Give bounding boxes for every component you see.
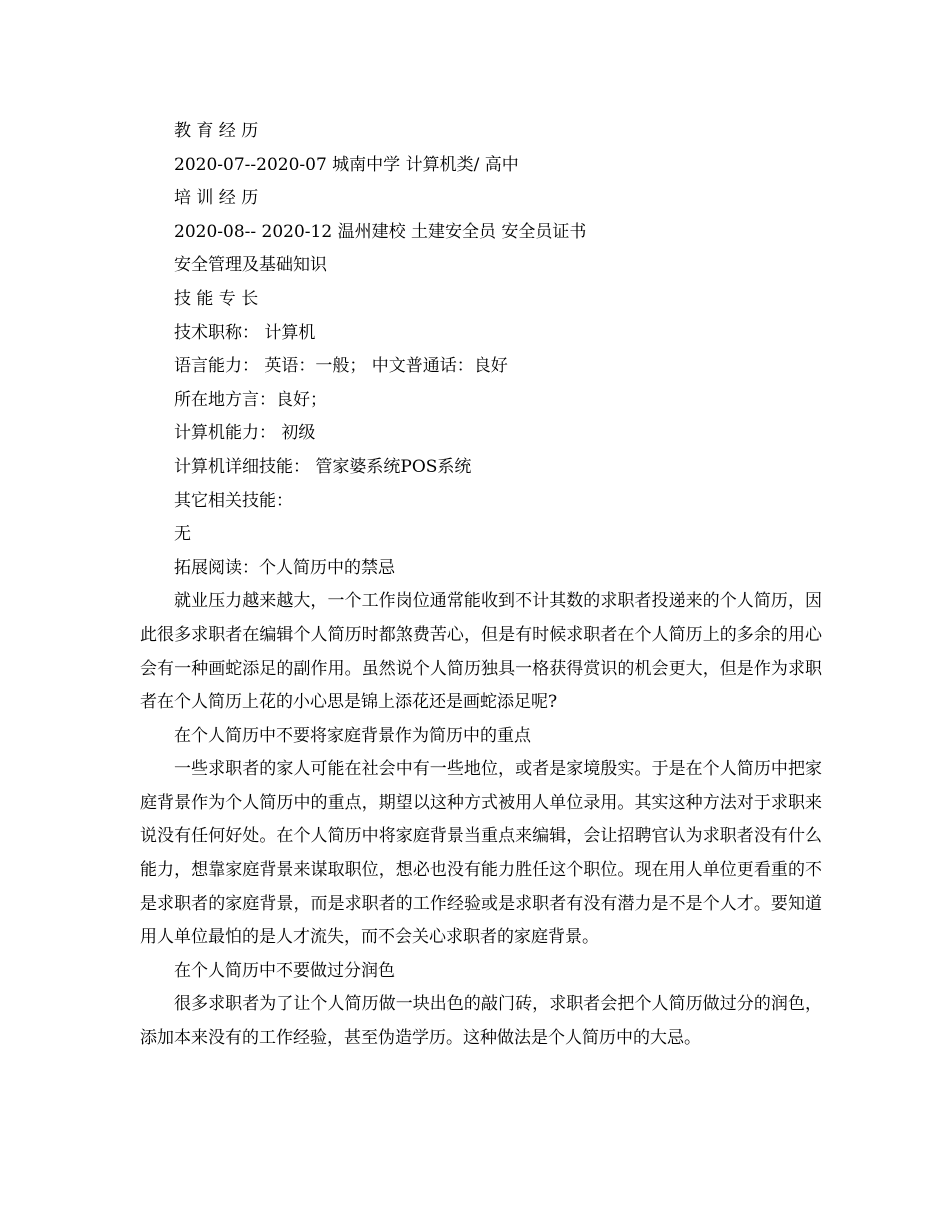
body-paragraph: 就业压力越来越大，一个工作岗位通常能收到不计其数的求职者投递来的个人简历，因此很多求职者在编辑个人简历时都煞费苦心，但是有时候求职者在个人简历上的多余的用心会有一种画蛇添足的副作用。虽然说个人简历独具一格获得赏识的机会更大，但是作为求职者在个人简历上花的小心思是锦上添花还是画蛇添足呢? <box>140 591 822 713</box>
extended-reading-title: 拓展阅读：个人简历中的禁忌 <box>174 557 395 578</box>
education-entry: 2020-07--2020-07 城南中学 计算机类/ 高中 <box>174 154 519 175</box>
section-heading-education: 教 育 经 历 <box>174 121 259 141</box>
body-paragraph: 很多求职者为了让个人简历做一块出色的敲门砖，求职者会把个人简历做过分的润色，添加本来没有的工作经验，甚至伪造学历。这种做法是个人简历中的大忌。 <box>140 994 822 1049</box>
other-skills-value: 无 <box>174 524 191 545</box>
computer-skills-detail: 计算机详细技能： 管家婆系统POS系统 <box>174 456 472 477</box>
language-ability: 语言能力： 英语：一般； 中文普通话：良好 <box>174 356 508 377</box>
technical-title: 技术职称： 计算机 <box>174 322 316 343</box>
section-heading-skills: 技 能 专 长 <box>174 288 259 309</box>
local-dialect: 所在地方言：良好； <box>174 389 327 410</box>
training-entry: 2020-08-- 2020-12 温州建校 土建安全员 安全员证书 <box>174 221 587 242</box>
section-heading-training: 培 训 经 历 <box>174 188 259 209</box>
document-page <box>140 115 822 1056</box>
subheading-over-polish: 在个人简历中不要做过分润色 <box>174 960 395 981</box>
other-skills-label: 其它相关技能： <box>174 490 293 511</box>
computer-ability: 计算机能力： 初级 <box>174 423 316 444</box>
body-paragraph: 一些求职者的家人可能在社会中有一些地位，或者是家境殷实。于是在个人简历中把家庭背景作为个人简历中的重点，期望以这种方式被用人单位录用。其实这种方法对于求职来说没有任何好处。在个人简历中将家庭背景当重点来编辑，会让招聘官认为求职者没有什么能力，想靠家庭背景来谋取职位，想必也没有能力胜任这个职位。现在用人单位更看重的不是求职者的家庭背景，而是求职者的工作经验或是求职者有没有潜力是不是个人才。要知道用人单位最怕的是人才流失，而不会关心求职者的家庭背景。 <box>140 759 822 948</box>
training-course: 安全管理及基础知识 <box>174 255 327 276</box>
subheading-family-background: 在个人简历中不要将家庭背景作为简历中的重点 <box>174 725 531 746</box>
